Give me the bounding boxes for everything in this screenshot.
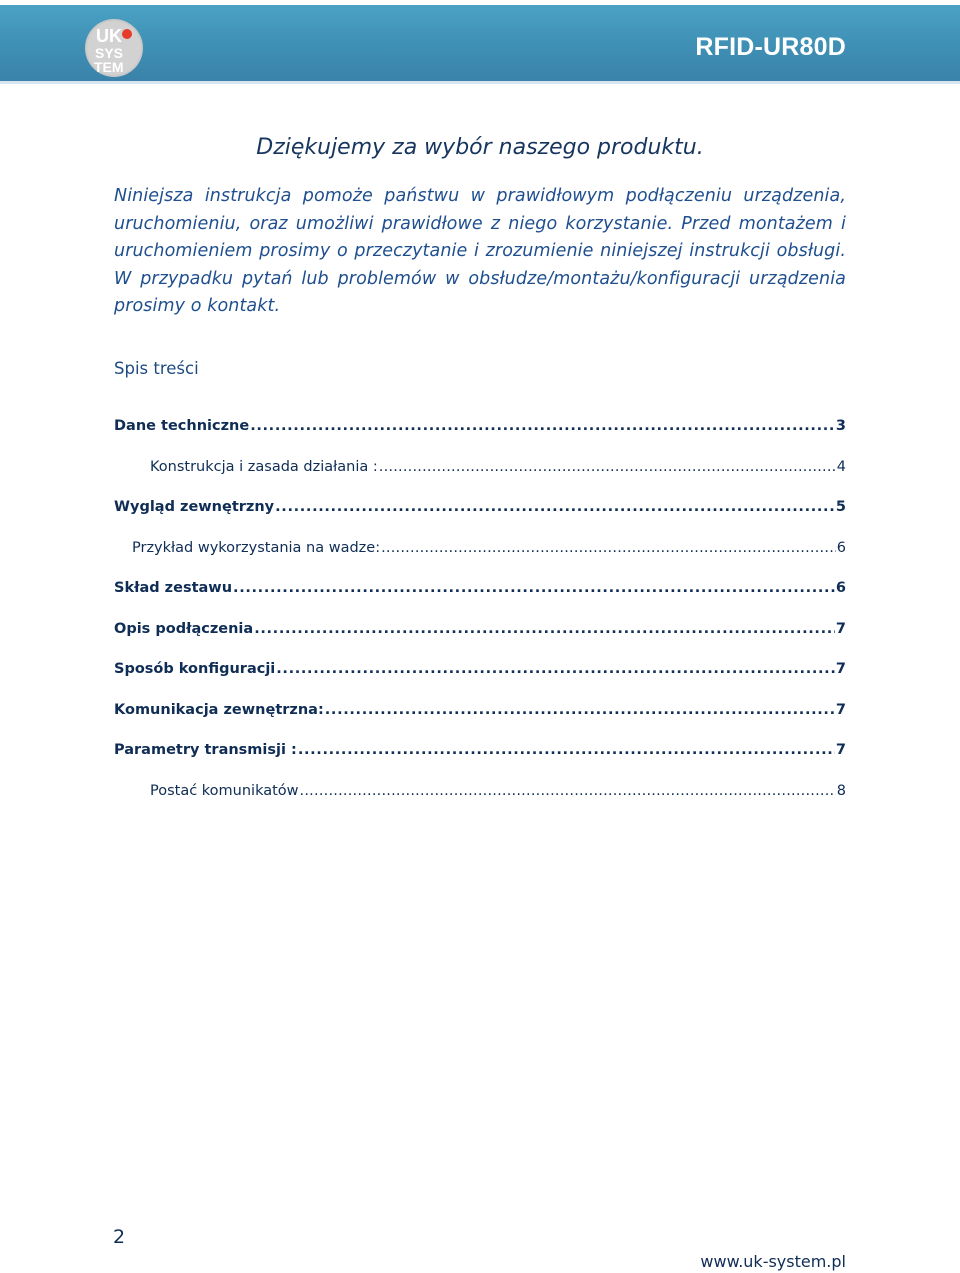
toc-entry-label: Przykład wykorzystania na wadze: xyxy=(132,540,381,556)
thanks-heading: Dziękujemy za wybór naszego produktu. xyxy=(256,135,704,160)
toc-entry-page: 4 xyxy=(836,459,846,475)
uk-system-logo xyxy=(83,18,147,78)
toc-entry-label: Sposób konfiguracji xyxy=(114,661,276,677)
toc-entry-page: 5 xyxy=(835,499,846,515)
toc-entry-label: Dane techniczne xyxy=(114,418,250,434)
product-name: RFID-UR80D xyxy=(695,33,846,61)
toc-leader xyxy=(233,580,835,596)
toc-entry-konstrukcja[interactable] xyxy=(150,459,846,479)
toc-entry-label: Konstrukcja i zasada działania : xyxy=(150,459,378,475)
toc-entry-postac[interactable] xyxy=(150,783,846,803)
toc-entry-dane-techniczne[interactable] xyxy=(114,418,846,438)
toc-entry-sklad[interactable] xyxy=(114,580,846,600)
toc-entry-parametry[interactable] xyxy=(114,742,846,762)
toc-leader xyxy=(379,459,836,475)
toc-entry-page: 6 xyxy=(836,540,846,556)
toc-entry-page: 6 xyxy=(835,580,846,596)
toc-entry-przyklad[interactable] xyxy=(132,540,846,560)
toc-entry-page: 7 xyxy=(835,742,846,758)
toc-entry-label: Komunikacja zewnętrzna: xyxy=(114,702,324,718)
website-link[interactable]: www.uk-system.pl xyxy=(700,1252,846,1271)
toc-leader xyxy=(300,783,836,799)
toc-leader xyxy=(381,540,836,556)
toc-leader xyxy=(298,742,835,758)
toc-leader xyxy=(276,661,835,677)
toc-leader xyxy=(250,418,835,434)
intro-paragraph: Niniejsza instrukcja pomoże państwu w prawidłowym podłączeniu urządzenia, uruchomieniu, oraz umożliwi prawidłowe z niego korzystanie. Przed montażem i uruchomieniem prosimy o przeczytanie i zrozumienie niniejszej instrukcji obsługi. W przypadku pytań lub problemów w obsłudze/montażu/konfiguracji urządzenia prosimy o kontakt. xyxy=(114,186,846,316)
toc-entry-label: Postać komunikatów xyxy=(150,783,299,799)
logo-line-1: UK xyxy=(96,26,122,46)
toc-leader xyxy=(325,702,835,718)
toc-entry-label: Wygląd zewnętrzny xyxy=(114,499,275,515)
header-bar xyxy=(0,5,960,81)
logo-line-2: SYS xyxy=(95,45,124,61)
toc-entry-komunikacja[interactable] xyxy=(114,702,846,722)
toc-leader xyxy=(254,621,835,637)
toc-entry-page: 7 xyxy=(835,661,846,677)
toc-entry-sposob[interactable] xyxy=(114,661,846,681)
toc-leader xyxy=(275,499,835,515)
toc-entry-label: Opis podłączenia xyxy=(114,621,254,637)
toc-title: Spis treści xyxy=(114,359,199,378)
toc-entry-page: 7 xyxy=(835,702,846,718)
toc-entry-page: 7 xyxy=(835,621,846,637)
toc-entry-wyglad[interactable] xyxy=(114,499,846,519)
toc-entry-page: 8 xyxy=(836,783,846,799)
header-divider xyxy=(0,81,960,84)
toc-entry-label: Parametry transmisji : xyxy=(114,742,297,758)
toc-entry-label: Skład zestawu xyxy=(114,580,233,596)
page-number: 2 xyxy=(113,1226,126,1248)
toc-entry-opis[interactable] xyxy=(114,621,846,641)
toc-entry-page: 3 xyxy=(835,418,846,434)
logo-line-3: TEM xyxy=(94,59,124,75)
logo-red-dot xyxy=(122,29,132,39)
